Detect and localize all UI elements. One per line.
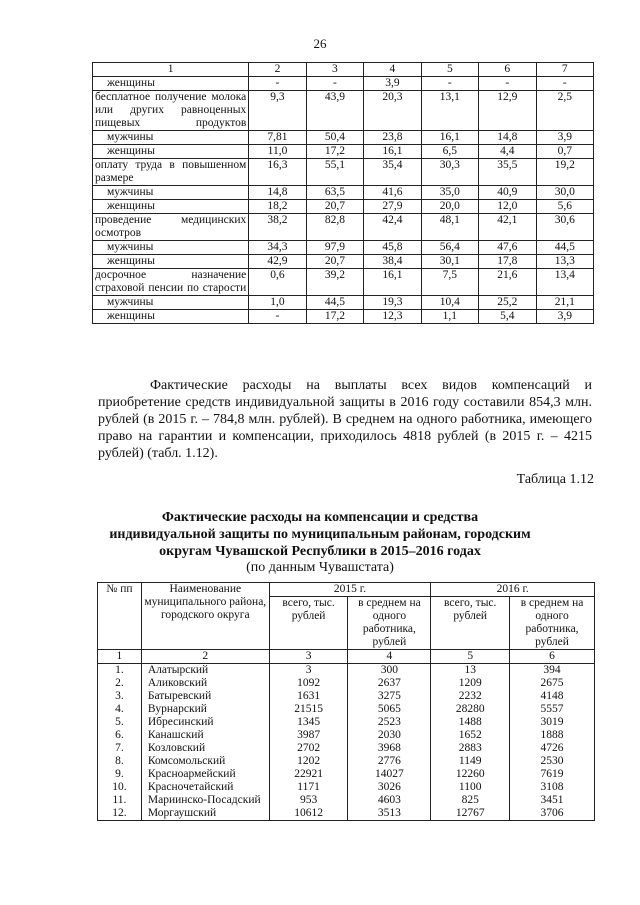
total-2015: 1345 [269,716,348,729]
row-number: 8. [98,755,142,768]
title-line: округам Чувашской Республики в 2015–2016 годах [159,544,481,559]
table-row [98,690,595,703]
avg-2015: 4603 [348,794,431,807]
district-table-head [98,583,595,664]
district-name: Канашский [141,729,269,742]
table-number-label: Таблица 1.12 [516,472,594,487]
avg-2016: 7619 [510,768,595,781]
table-subtitle: (по данным Чувашстата) [246,560,394,575]
total-2015: 22921 [269,768,348,781]
value-cell: 56,4 [421,241,478,255]
table-title [0,509,640,560]
value-cell: 19,3 [364,296,421,310]
district-name: Аликовский [141,677,269,690]
column-number: 1 [98,650,142,664]
value-cell: 18,2 [249,200,306,214]
district-name: Мариинско-Посадский [141,794,269,807]
header-cell: 7 [536,63,593,77]
value-cell: 17,8 [479,255,536,269]
table-row [93,296,594,310]
table-row [98,677,595,690]
value-cell: - [306,77,363,91]
value-cell: 0,6 [249,269,306,296]
district-table-body [98,664,595,821]
avg-2015: 14027 [348,768,431,781]
value-cell: 1,1 [421,310,478,324]
total-2016: 1652 [431,729,510,742]
total-2016: 1100 [431,781,510,794]
table-row [93,77,594,91]
value-cell: 12,3 [364,310,421,324]
value-cell: 17,2 [306,310,363,324]
year-2015-header: 2015 г. [269,583,431,597]
header-cell: 4 [364,63,421,77]
avg-2016: 2530 [510,755,595,768]
table-row [98,716,595,729]
avg-2016: 3108 [510,781,595,794]
value-cell: 16,1 [421,131,478,145]
value-cell: 42,1 [479,214,536,241]
avg-2015-header: в среднем на одного работника, рублей [348,597,431,650]
value-cell: 48,1 [421,214,478,241]
row-number: 4. [98,703,142,716]
total-2015: 10612 [269,807,348,821]
value-cell: 4,4 [479,145,536,159]
page-number: 26 [313,36,327,51]
value-cell: 39,2 [306,269,363,296]
avg-2016: 394 [510,664,595,678]
table-row [93,241,594,255]
district-name: Вурнарский [141,703,269,716]
row-number: 2. [98,677,142,690]
header-cell: 1 [93,63,249,77]
value-cell: 30,0 [536,186,593,200]
value-cell: 10,4 [421,296,478,310]
value-cell: 16,1 [364,269,421,296]
district-name: Комсомольский [141,755,269,768]
row-number: 12. [98,807,142,821]
value-cell: 3,9 [536,310,593,324]
avg-2016: 3706 [510,807,595,821]
row-label: женщины [93,200,249,214]
avg-2016: 4726 [510,742,595,755]
district-name: Ибресинский [141,716,269,729]
table-row [93,91,594,131]
table-row [93,186,594,200]
value-cell: 7,5 [421,269,478,296]
value-cell: 21,1 [536,296,593,310]
value-cell: - [249,77,306,91]
avg-2015: 2030 [348,729,431,742]
value-cell: 14,8 [479,131,536,145]
value-cell: 3,9 [364,77,421,91]
total-2016: 12260 [431,768,510,781]
row-label: мужчины [93,186,249,200]
header-row-years [98,583,595,597]
value-cell: 40,9 [479,186,536,200]
value-cell: 38,4 [364,255,421,269]
value-cell: 82,8 [306,214,363,241]
value-cell: 21,6 [479,269,536,296]
column-number: 5 [431,650,510,664]
row-label: оплату труда в повышенном размере [93,159,249,186]
header-cell: 3 [306,63,363,77]
row-label: мужчины [93,241,249,255]
value-cell: 20,7 [306,255,363,269]
value-cell: - [479,77,536,91]
row-number: 3. [98,690,142,703]
avg-2015: 2523 [348,716,431,729]
total-2016: 13 [431,664,510,678]
value-cell: 12,0 [479,200,536,214]
value-cell: 13,4 [536,269,593,296]
avg-2016: 3019 [510,716,595,729]
row-label: бесплатное получение молока или других равноценных пищевых продуктов [93,91,249,131]
district-name: Батыревский [141,690,269,703]
district-name: Красноармейский [141,768,269,781]
value-cell: 16,1 [364,145,421,159]
header-cell: 2 [249,63,306,77]
table-row [93,159,594,186]
row-number: 10. [98,781,142,794]
row-label: проведение медицинских осмотров [93,214,249,241]
column-number: 2 [141,650,269,664]
table-row [98,794,595,807]
total-2016: 1149 [431,755,510,768]
value-cell: 42,4 [364,214,421,241]
table-row [93,269,594,296]
value-cell: 6,5 [421,145,478,159]
row-label: мужчины [93,131,249,145]
total-2015: 1092 [269,677,348,690]
table-row [98,781,595,794]
col-number-header: № пп [98,583,142,650]
value-cell: 35,4 [364,159,421,186]
total-2016: 2232 [431,690,510,703]
table-row [93,255,594,269]
avg-2016: 3451 [510,794,595,807]
avg-2015: 3513 [348,807,431,821]
avg-2015: 3968 [348,742,431,755]
value-cell: 34,3 [249,241,306,255]
district-name: Красночетайский [141,781,269,794]
value-cell: 97,9 [306,241,363,255]
header-cell: 5 [421,63,478,77]
value-cell: 2,5 [536,91,593,131]
total-2016: 1209 [431,677,510,690]
table-row [93,131,594,145]
total-2015: 3 [269,664,348,678]
row-number: 7. [98,742,142,755]
total-2015: 1631 [269,690,348,703]
value-cell: 19,2 [536,159,593,186]
avg-2015: 2637 [348,677,431,690]
avg-2015: 2776 [348,755,431,768]
value-cell: 25,2 [479,296,536,310]
column-number: 4 [348,650,431,664]
total-2016: 825 [431,794,510,807]
row-label: досрочное назначение страховой пенсии по старости [93,269,249,296]
total-2016: 2883 [431,742,510,755]
total-2015: 1171 [269,781,348,794]
avg-2016: 4148 [510,690,595,703]
value-cell: 43,9 [306,91,363,131]
value-cell: - [249,310,306,324]
row-label: женщины [93,310,249,324]
total-2015: 2702 [269,742,348,755]
value-cell: 44,5 [306,296,363,310]
avg-2015: 300 [348,664,431,678]
table-header-row [93,63,594,77]
value-cell: 9,3 [249,91,306,131]
value-cell: 14,8 [249,186,306,200]
column-number: 3 [269,650,348,664]
value-cell: 23,8 [364,131,421,145]
total-2016: 1488 [431,716,510,729]
avg-2015: 5065 [348,703,431,716]
year-2016-header: 2016 г. [431,583,595,597]
value-cell: 5,4 [479,310,536,324]
district-name: Козловский [141,742,269,755]
value-cell: 55,1 [306,159,363,186]
row-number: 6. [98,729,142,742]
row-label: женщины [93,77,249,91]
value-cell: 41,6 [364,186,421,200]
value-cell: 20,3 [364,91,421,131]
column-number: 6 [510,650,595,664]
value-cell: 3,9 [536,131,593,145]
avg-2015: 3275 [348,690,431,703]
table-row [93,310,594,324]
value-cell: 35,0 [421,186,478,200]
table-row [98,729,595,742]
value-cell: 47,6 [479,241,536,255]
value-cell: 30,3 [421,159,478,186]
total-2015-header: всего, тыс. рублей [269,597,348,650]
total-2015: 1202 [269,755,348,768]
row-label: мужчины [93,296,249,310]
table-row [98,755,595,768]
value-cell: 1,0 [249,296,306,310]
value-cell: 11,0 [249,145,306,159]
value-cell: 12,9 [479,91,536,131]
district-expenses-table [97,582,595,821]
value-cell: 30,6 [536,214,593,241]
value-cell: 13,1 [421,91,478,131]
table-row [98,703,595,716]
table-row [93,214,594,241]
value-cell: 13,3 [536,255,593,269]
value-cell: 27,9 [364,200,421,214]
title-line: Фактические расходы на компенсации и средства [161,510,479,525]
header-cell: 6 [479,63,536,77]
title-line: индивидуальной защиты по муниципальным районам, городским [109,527,531,542]
total-2015: 21515 [269,703,348,716]
table-row [98,768,595,781]
col-name-header: Наименование муниципального района, городского округа [141,583,269,650]
value-cell: 17,2 [306,145,363,159]
column-number-row [98,650,595,664]
avg-2015: 3026 [348,781,431,794]
avg-2016: 2675 [510,677,595,690]
table-row [98,742,595,755]
value-cell: 50,4 [306,131,363,145]
value-cell: 0,7 [536,145,593,159]
total-2015: 953 [269,794,348,807]
row-label: женщины [93,145,249,159]
value-cell: 45,8 [364,241,421,255]
table-row [93,145,594,159]
total-2015: 3987 [269,729,348,742]
table-row [98,664,595,678]
row-label: женщины [93,255,249,269]
row-number: 11. [98,794,142,807]
value-cell: 20,0 [421,200,478,214]
total-2016: 12767 [431,807,510,821]
district-name: Моргаушский [141,807,269,821]
value-cell: 20,7 [306,200,363,214]
avg-2016: 5557 [510,703,595,716]
avg-2016-header: в среднем на одного работника, рублей [510,597,595,650]
row-number: 1. [98,664,142,678]
row-number: 9. [98,768,142,781]
value-cell: 38,2 [249,214,306,241]
value-cell: 35,5 [479,159,536,186]
value-cell: - [421,77,478,91]
row-number: 5. [98,716,142,729]
district-name: Алатырский [141,664,269,678]
table-row [98,807,595,821]
compensation-share-table-body [93,63,594,324]
value-cell: 30,1 [421,255,478,269]
value-cell: 5,6 [536,200,593,214]
value-cell: 44,5 [536,241,593,255]
value-cell: 7,81 [249,131,306,145]
value-cell: 63,5 [306,186,363,200]
summary-paragraph: Фактические расходы на выплаты всех видов компенсаций и приобретение средств индивидуальной защиты в 2016 году составили 854,3 млн. рублей (в 2015 г. – 784,8 млн. рублей). В среднем на одного работника, имеющего право на гарантии и компенсации, приходилось 4818 рублей (в 2015 г. – 4215 рублей) (табл. 1.12). [98,378,592,461]
table-row [93,200,594,214]
total-2016: 28280 [431,703,510,716]
value-cell: 16,3 [249,159,306,186]
value-cell: - [536,77,593,91]
compensation-share-table [92,62,594,324]
total-2016-header: всего, тыс. рублей [431,597,510,650]
value-cell: 42,9 [249,255,306,269]
avg-2016: 1888 [510,729,595,742]
